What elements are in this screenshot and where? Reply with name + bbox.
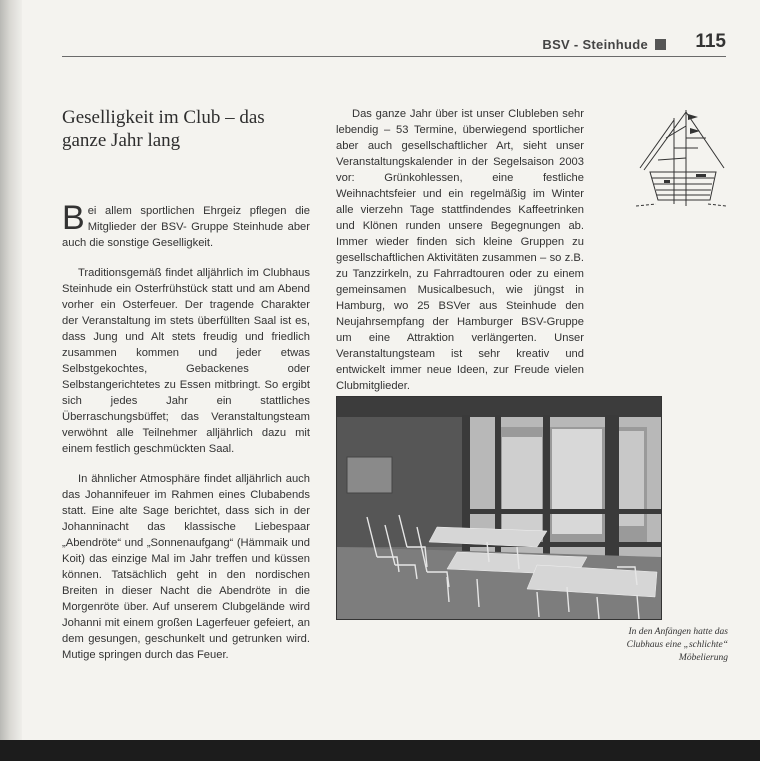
clubhouse-interior-photo [336, 396, 662, 620]
sailing-ship-icon [636, 108, 726, 218]
article-title: Geselligkeit im Club – das ganze Jahr lang [62, 107, 265, 151]
running-title: BSV - Steinhude [542, 37, 648, 52]
paragraph-johanni: In ähnlicher Atmosphäre findet alljährlich auch das Johannifeuer im Rahmen eines Clubabends statt. Eine alte Sage berichtet, dass sich in der Johanninacht das klassische Liebespaar „Abendröte“ und „Sonnenaufgang“ (Hämmaik und Koit) das einzige Mal im Jahr treffen und küssen können. Tatsächlich geht in den nordischen Breiten in dieser Nacht die Abendröte in die Morgenröte über. Auf unserem Clubgelände wird Johanni mit einem großen Lagerfeuer gefeiert, an dem gesungen, geschunkelt und getrunken wird. Mutige springen durch das Feuer. [62, 473, 310, 661]
book-gutter-shadow [0, 0, 22, 740]
drop-cap: B [62, 199, 85, 237]
paragraph-ostern: Traditionsgemäß findet alljährlich im Clubhaus Steinhude ein Osterfrühstück statt und am Abend vorher ein Osterfeuer. Der tragende Charakter der Veranstaltung im stets überfüllten Saal ist es, dass Jung und Alt stets freudig und friedlich zusammen kommen und jeder etwas Selbstgekochtes, Gebackenes oder Selbstangerichtetes zu Essen mitbringt. So ergibt sich jedes Jahr ein stattliches Überraschungsbüffet; das Veranstaltungsteam verwöhnt alle Teilnehmer alljährlich dazu mit einem festlich geschmückten Saal. [62, 267, 310, 455]
header-square-icon [655, 39, 666, 50]
paragraph-clubleben: Das ganze Jahr über ist unser Clubleben sehr lebendig – 53 Termine, überwiegend sportlicher aber auch gesellschaftlicher Art, sieht unser Veranstaltungskalender in der Segelsaison 2003 vor: Grünkohlessen, eine festliche Weihnachtsfeier und ein regelmäßig im Winter alle vierzehn Tage stattfindendes Kaffeetrinken und Klönen runden unsere Begegnungen ab. Immer wieder finden sich kleine Gruppen zu gesellschaftlichen Aktivitäten zusammen – so z.B. zu Tanzzirkeln, zu Fahrradtouren oder zu einem gemeinsamen Musicalbesuch, wie jüngst in Hamburg, wo 25 BSVer aus Steinhude den Neujahrsempfang der Hamburger BSV-Gruppe um eine Attraktion verlängerten. Unser Veranstaltungsteam ist sehr kreativ und entwickelt immer neue Ideen, zur Freude vielen Clubmitglieder. [336, 108, 584, 392]
scanner-bottom-band [0, 740, 760, 761]
right-column [336, 106, 584, 408]
photo-caption: In den Anfängen hatte das Clubhaus eine „schlichte“ Möbelierung [626, 627, 728, 663]
intro-paragraph [62, 199, 310, 251]
intro-text: ei allem sportlichen Ehrgeiz pflegen die Mitglieder der BSV- Gruppe Steinhude aber auch die sonstige Geselligkeit. [62, 205, 310, 249]
page-number: 115 [695, 31, 726, 52]
left-column [62, 199, 310, 677]
page-header [62, 30, 726, 57]
